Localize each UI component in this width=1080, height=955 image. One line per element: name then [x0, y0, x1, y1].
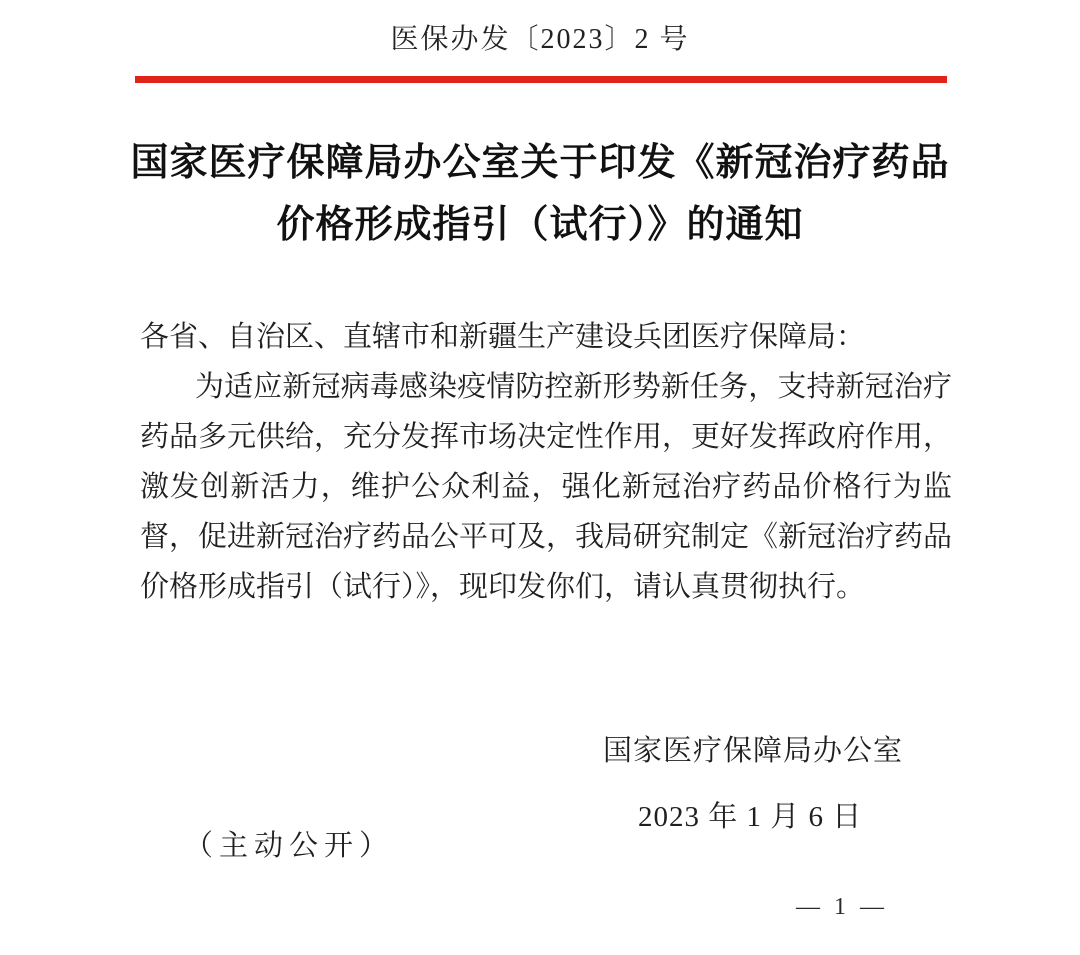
body-line-3: 激发创新活力，维护公众利益，强化新冠治疗药品价格行为监	[140, 471, 952, 503]
issuing-office-signature: 国家医疗保障局办公室	[603, 735, 904, 767]
body-line-1: 为适应新冠病毒感染疫情防控新形势新任务，支持新冠治疗	[195, 371, 952, 403]
issue-date: 2023 年 1 月 6 日	[638, 801, 863, 833]
red-separator-rule	[135, 76, 947, 83]
body-line-2: 药品多元供给，充分发挥市场决定性作用，更好发挥政府作用，	[140, 421, 953, 453]
document-number: 医保办发〔2023〕2 号	[390, 24, 690, 55]
document-title	[0, 132, 1080, 256]
page-number: — 1 —	[796, 894, 888, 920]
body-line-4: 督，促进新冠治疗药品公平可及，我局研究制定《新冠治疗药品	[140, 521, 953, 553]
document-title-line-1: 国家医疗保障局办公室关于印发《新冠治疗药品	[130, 142, 950, 184]
body-line-5: 价格形成指引（试行）》，现印发你们，请认真贯彻执行。	[140, 571, 866, 603]
document-title-line-2: 价格形成指引（试行）》的通知	[276, 204, 804, 246]
disclosure-note: （主动公开）	[184, 830, 395, 862]
salutation-line: 各省、自治区、直辖市和新疆生产建设兵团医疗保障局：	[140, 321, 866, 353]
document-body	[140, 312, 952, 612]
